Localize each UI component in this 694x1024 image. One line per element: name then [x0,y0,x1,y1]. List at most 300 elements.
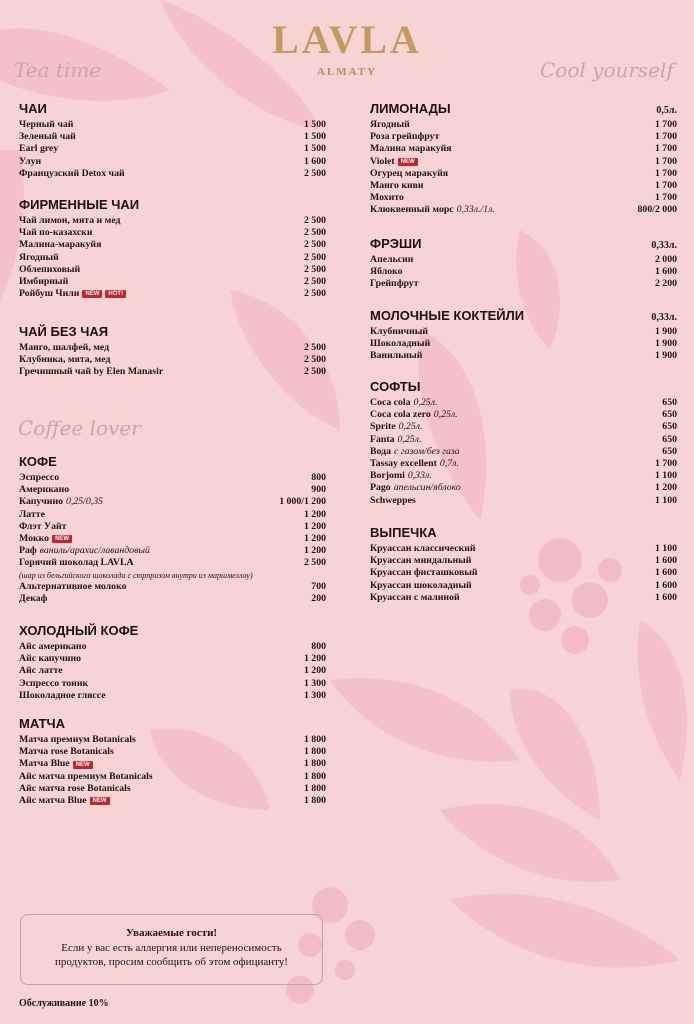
menu-item-price: 1 200 [303,545,326,557]
section-matcha [19,716,326,807]
menu-item [19,119,326,131]
menu-item-price: 1 200 [303,520,326,532]
menu-item [19,545,326,557]
menu-item-name: Ягодный [370,119,410,130]
menu-item-name: Ягодный [19,251,59,263]
menu-item-price: 1 700 [654,155,677,167]
menu-item [19,758,326,770]
menu-item-name-group [19,168,125,180]
menu-item-price: 1 800 [303,746,326,758]
menu-item-name-group [19,665,63,677]
section-header [19,197,326,212]
menu-item-volume: ваниль/арахис/лавандовый [39,545,150,557]
menu-item [370,434,677,446]
menu-item [19,227,326,239]
menu-item-name: Горячий шоколад LAVLA [19,557,134,569]
menu-item [19,484,326,496]
menu-item [370,168,677,180]
menu-item-name-group [19,288,126,300]
menu-item-name-group [370,168,448,180]
menu-item [370,555,677,567]
menu-item-price: 1 000/1 200 [279,496,326,508]
menu-item-name-group [370,266,403,278]
menu-item-name-group [19,795,110,807]
badge-label: NEW [90,797,110,805]
badge-label: HOT! [105,290,126,298]
menu-item-name: Айс американо [19,641,87,652]
menu-item-name: Огурец маракуйя [370,167,449,179]
menu-item [370,567,677,579]
leaf-shape [637,620,687,780]
menu-item-name-group [19,239,101,251]
section-title: ФИРМЕННЫЕ ЧАИ [19,197,140,212]
section-title: ВЫПЕЧКА [370,525,437,540]
menu-item-name: Латте [19,508,45,520]
brand-subtitle: ALMATY [316,66,378,78]
menu-item-price: 1 700 [654,119,677,130]
menu-item [370,421,677,433]
section-title: МОЛОЧНЫЕ КОКТЕЙЛИ [370,308,525,323]
menu-item-price: 1 600 [654,567,677,579]
menu-item [370,180,677,192]
menu-item-name: Клубника, мята, мед [19,354,111,366]
menu-item-name: Апельсин [370,254,414,265]
service-charge: Обслуживание 10% [19,998,109,1009]
section-freshi [370,236,677,291]
menu-item-price: 1 800 [303,795,326,807]
menu-item-name-group [370,350,422,362]
section-title: КОФЕ [19,454,57,469]
section-title: ХОЛОДНЫЙ КОФЕ [19,623,139,638]
menu-item-name-group [370,482,461,494]
menu-item-name: Ванильный [370,350,423,362]
menu-item-name: Улун [19,155,42,167]
badge-label: NEW [398,158,418,166]
menu-item-name-group [19,354,110,366]
menu-item-name: Шоколадный [370,338,431,350]
menu-item [370,156,677,168]
menu-item [19,131,326,143]
menu-item-price: 1 600 [654,266,677,278]
menu-item-name-group [370,278,419,290]
menu-item-name-group [19,156,41,168]
menu-item-name: Sprite [370,421,396,433]
menu-item-name-group [19,678,88,690]
menu-item-price: 1 500 [303,119,326,130]
menu-item-price: 2 500 [303,227,326,239]
notice-title: Уважаемые гости! [125,927,218,939]
menu-item-price: 2 500 [303,167,326,179]
menu-item-name: Имбирный [19,276,69,288]
allergy-notice [20,914,323,985]
menu-item [370,192,677,204]
menu-item-name-group [19,771,153,783]
menu-item [19,678,326,690]
brand-logo: LAVLA [272,17,422,62]
menu-item-price: 2 500 [303,239,326,251]
menu-item-price: 2 500 [303,263,326,275]
badge-label: NEW [73,761,93,769]
menu-item-name-group [370,397,437,409]
menu-item-name-group [370,543,476,555]
menu-item-price: 1 100 [654,494,677,506]
section-title: ЛИМОНАДЫ [370,101,451,116]
menu-item [370,254,677,266]
badge-label: NEW [52,535,72,543]
menu-item-name: Альтернативное молоко [19,580,127,592]
menu-item-name-group [19,472,59,484]
section-limonady [370,101,677,217]
menu-item-price: 1 900 [654,338,677,350]
menu-item-name-group [370,119,410,131]
section-unit: 0,33л. [651,240,677,251]
menu-item-price: 1 200 [303,533,326,545]
menu-item-name: Вода [370,445,392,457]
notice-line-1: Если у вас есть аллергия или непереносимость [61,942,282,954]
menu-item-name-group [370,143,452,155]
menu-item-name-group [370,204,495,216]
menu-item [19,143,326,155]
menu-item-name: Малина маракуйя [370,143,452,155]
menu-item-name-group [370,326,428,338]
menu-item-price: 900 [311,484,326,496]
menu-item [19,168,326,180]
menu-item-name-group [19,119,73,131]
menu-item-price: 1 500 [303,143,326,155]
menu-item-name: Tassay excellent [370,458,437,470]
menu-item-name-group [19,276,68,288]
menu-item-price: 1 600 [654,555,677,567]
menu-item-price: 2 500 [303,288,326,300]
cool-yourself-heading: Cool yourself [540,58,674,82]
menu-item-volume: 0,25л. [433,409,458,421]
menu-item-name: Ройбуш Чили [19,288,80,300]
menu-item [370,446,677,458]
section-header [370,236,677,251]
menu-item-volume: 0,33л. [407,470,432,482]
menu-item-name-group [19,653,81,665]
leaf-shape [330,678,520,762]
menu-item-name: Айс матча Blue [19,795,87,807]
section-header [19,101,326,116]
menu-item-price: 2 500 [303,215,326,226]
menu-item [370,338,677,350]
menu-item-note: (шар из бельгийского шоколада с сюрпризом внутри из маршмеллоу) [19,570,253,580]
menu-item-name-group [19,758,93,770]
menu-item [19,593,326,605]
section-title: ФРЭШИ [370,236,422,251]
section-title: МАТЧА [19,716,66,731]
menu-item [19,288,326,300]
menu-item-price: 1 600 [654,591,677,603]
menu-item-name: Роза грейпфрут [370,131,440,143]
menu-item-name: Чай по-казахски [19,227,93,239]
menu-item-volume: 0,25/0,35 [66,496,104,508]
badge-label: NEW [82,290,102,298]
menu-item-price: 1 800 [303,782,326,794]
menu-item-price: 800/2 000 [637,204,677,216]
section-milk [370,308,677,363]
menu-item [370,482,677,494]
menu-item-price: 1 800 [303,758,326,770]
menu-item-name: Круассан миндальный [370,555,472,567]
menu-item [19,783,326,795]
menu-item-name: Schweppes [370,494,416,506]
menu-item-price: 1 100 [654,543,677,554]
menu-item [19,239,326,251]
menu-item-price: 2 500 [303,342,326,353]
menu-item-name: Эспрессо [19,472,60,483]
menu-item-name-group [370,458,459,470]
menu-item-name-group [19,215,121,227]
menu-item-name-group [19,521,66,533]
menu-item-name-group [370,567,478,579]
menu-item [19,354,326,366]
menu-item-name: Матча rose Botanicals [19,746,114,758]
menu-item-price: 650 [662,397,677,408]
menu-item-name-group [370,131,439,143]
menu-item-name: Круассан с малиной [370,591,460,603]
menu-item-name-group [370,446,460,458]
menu-item-price: 1 700 [654,167,677,179]
menu-item-name: Айс капучино [19,653,82,665]
menu-item [19,581,326,593]
section-header [370,525,677,540]
menu-item-price: 650 [662,445,677,457]
menu-item-name: Декаф [19,592,48,604]
menu-item [370,350,677,362]
menu-item [19,771,326,783]
menu-item [19,690,326,702]
menu-item-name-group [19,746,114,758]
menu-item [19,156,326,168]
menu-item-price: 1 900 [654,350,677,362]
menu-item-name-group [370,434,421,446]
leaf-shape [450,894,680,968]
menu-item-price: 700 [311,580,326,592]
menu-item-price: 1 200 [303,653,326,665]
menu-item-price: 1 700 [654,180,677,192]
menu-item [370,131,677,143]
menu-item [370,458,677,470]
menu-item [19,342,326,354]
menu-item-name-group [19,593,47,605]
menu-item [19,653,326,665]
menu-item [19,366,326,378]
menu-item [19,509,326,521]
menu-item-price: 800 [311,472,326,483]
menu-item-price: 1 500 [303,131,326,143]
menu-item-name: Французский Detox чай [19,167,125,179]
section-header [19,623,326,638]
menu-item-price: 1 700 [654,143,677,155]
section-unit: 0,33л. [651,312,677,323]
menu-item-name-group [370,180,424,192]
menu-item-name-group [370,495,416,507]
menu-item-volume: 0,33л./1л. [456,204,495,216]
menu-item-name: Манго киви [370,180,424,192]
section-header [370,308,677,323]
section-header [370,379,677,394]
menu-item-name: Малина-маракуйя [19,239,102,251]
menu-item-name: Раф [19,545,37,557]
menu-item [370,119,677,131]
menu-item-name: Мохито [370,192,404,204]
menu-item [19,496,326,508]
menu-item-name: Клубничный [370,326,429,337]
menu-item-price: 1 200 [303,508,326,520]
menu-item-name-group [19,227,92,239]
section-firm-chai [19,197,326,300]
menu-item-name-group [370,156,418,168]
menu-item-name: Матча премиум Botanicals [19,734,136,745]
menu-item-name: Эспрессо тоник [19,677,89,689]
menu-item-name-group [19,557,134,569]
section-header [19,454,326,469]
section-cold-kofe [19,623,326,702]
menu-item [370,397,677,409]
leaf-shape [510,689,600,820]
menu-item [19,276,326,288]
menu-item-price: 2 500 [303,557,326,569]
menu-item-price: 650 [662,421,677,433]
menu-item-price: 1 700 [654,131,677,143]
menu-item-price: 2 500 [303,276,326,288]
menu-item-name: Круассан фисташковый [370,567,478,579]
menu-item [19,665,326,677]
menu-item-name: Earl grey [19,143,59,155]
section-kofe [19,454,326,605]
menu-item-name: Borjomi [370,470,405,482]
menu-item-price: 2 200 [654,278,677,290]
section-title: ЧАЙ БЕЗ ЧАЯ [19,324,109,339]
menu-item-price: 1 800 [303,734,326,745]
menu-item-volume: 0,7л. [439,458,459,470]
menu-item-volume: с газом/без газа [394,445,460,457]
menu-item-name-group [19,366,163,378]
menu-item [370,278,677,290]
menu-item [19,641,326,653]
menu-item-name-group [370,592,460,604]
menu-item-name-group [19,545,150,557]
menu-item-price: 1 600 [654,579,677,591]
menu-item-name: Чай лимон, мята и мед [19,215,121,226]
menu-item-name-group [19,641,86,653]
menu-item-name: Fanta [370,433,395,445]
menu-item-name: Американо [19,484,70,496]
menu-item-volume: 0,25л. [413,397,438,408]
section-chai-bez-chaya [19,324,326,379]
section-title: СОФТЫ [370,379,421,394]
menu-item [19,795,326,807]
menu-item-name: Черный чай [19,119,74,130]
menu-item-volume: 0,25л. [398,421,423,433]
section-title: ЧАИ [19,101,47,116]
menu-item-price: 1 300 [303,677,326,689]
menu-item-price: 650 [662,433,677,445]
menu-item-name: Coca cola zero [370,409,431,421]
menu-item-name-group [19,533,72,545]
menu-item [370,326,677,338]
menu-item-price: 650 [662,409,677,421]
menu-item-price: 2 500 [303,354,326,366]
menu-item-name: Облепиховый [19,263,81,275]
menu-item [19,472,326,484]
menu-item [19,521,326,533]
menu-item-name-group [19,783,131,795]
menu-item-name-group [19,509,45,521]
menu-item-price: 2 500 [303,366,326,378]
menu-item-price: 2 000 [654,254,677,265]
menu-item-name: Айс латте [19,665,63,677]
menu-item-name: Флэт Уайт [19,520,67,532]
menu-item [370,592,677,604]
section-header [370,101,677,116]
menu-item-name-group [19,690,106,702]
menu-item-name-group [370,338,430,350]
menu-item-price: 1 600 [303,155,326,167]
menu-item-name-group [19,484,69,496]
menu-item-name-group [19,131,76,143]
menu-item-volume: 0,25л. [397,433,422,445]
menu-item-name-group [370,555,471,567]
menu-item-name: Айс матча премиум Botanicals [19,770,153,782]
menu-item-volume: апельсин/яблоко [393,482,461,494]
menu-item [19,264,326,276]
menu-item-name: Айс матча rose Botanicals [19,782,131,794]
section-chai [19,101,326,180]
section-header [19,324,326,339]
menu-item-price: 1 300 [303,689,326,701]
menu-item-name: Яблоко [370,266,403,278]
section-header [19,716,326,731]
menu-item-name-group [370,192,404,204]
section-unit: 0,5л. [656,105,677,116]
menu-item-name-group [19,734,136,746]
menu-item [370,143,677,155]
menu-item-name: Violet [370,155,395,167]
menu-item-price: 200 [311,592,326,604]
menu-item-name: Капучино [19,496,63,508]
menu-item [19,215,326,227]
menu-item [370,409,677,421]
notice-line-2: продуктов, просим сообщить об этом официанту! [55,956,288,968]
coffee-lover-heading: Coffee lover [18,416,141,440]
menu-item-name-group [19,143,58,155]
menu-item-name-group [19,496,103,508]
menu-item-name-group [370,421,422,433]
menu-item-name: Мокко [19,533,50,545]
menu-item-name: Зеленый чай [19,131,76,143]
menu-item-price: 1 800 [303,770,326,782]
section-vypechka [370,525,677,604]
menu-item-name-group [19,342,109,354]
menu-item-price: 1 200 [303,665,326,677]
menu-item-price: 1 200 [654,482,677,494]
menu-item-name-group [370,409,458,421]
menu-item-name: Грейпфрут [370,278,419,290]
menu-item-name: Манго, шалфей, мед [19,342,110,353]
menu-item [370,204,677,216]
menu-item-name: Шоколадное гляссе [19,689,106,701]
menu-item [19,252,326,264]
menu-item-price: 1 700 [654,192,677,204]
menu-item [370,580,677,592]
menu-item-name: Круассан шоколадный [370,579,472,591]
menu-item [370,495,677,507]
menu-item [19,746,326,758]
menu-item-price: 1 100 [654,470,677,482]
